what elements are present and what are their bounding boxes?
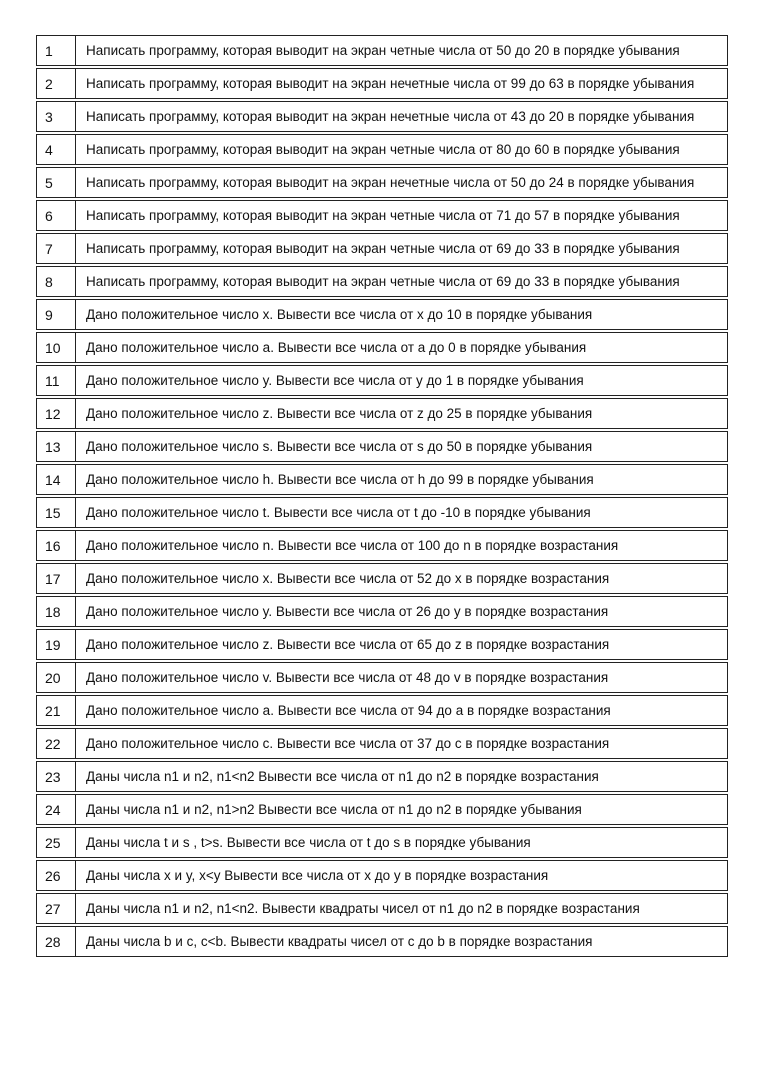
task-text: Дано положительное число x. Вывести все числа от 52 до x в порядке возрастания [86,571,610,586]
task-number: 24 [37,795,76,824]
task-text: Дано положительное число s. Вывести все числа от s до 50 в порядке убывания [86,439,593,454]
task-text: Написать программу, которая выводит на экран четные числа от 69 до 33 в порядке убывания [86,241,680,256]
task-number: 7 [37,234,76,263]
task-text: Написать программу, которая выводит на экран нечетные числа от 43 до 20 в порядке убывания [86,109,695,124]
table-row [36,794,728,825]
task-number: 21 [37,696,76,725]
task-text: Даны числа n1 и n2, n1<n2 Вывести все числа от n1 до n2 в порядке возрастания [86,769,599,784]
task-text: Написать программу, которая выводит на экран четные числа от 50 до 20 в порядке убывания [86,43,680,58]
task-number: 19 [37,630,76,659]
task-number: 9 [37,300,76,329]
table-row [36,695,728,726]
task-text: Дано положительное число a. Вывести все числа от 94 до a в порядке возрастания [86,703,611,718]
task-number: 28 [37,927,76,956]
task-number: 15 [37,498,76,527]
task-number: 11 [37,366,76,395]
task-text: Дано положительное число v. Вывести все числа от 48 до v в порядке возрастания [86,670,609,685]
task-number: 3 [37,102,76,131]
task-text: Дано положительное число y. Вывести все числа от 26 до y в порядке возрастания [86,604,609,619]
task-text: Написать программу, которая выводит на экран четные числа от 71 до 57 в порядке убывания [86,208,680,223]
task-text: Дано положительное число x. Вывести все числа от x до 10 в порядке убывания [86,307,593,322]
task-text: Написать программу, которая выводит на экран нечетные числа от 99 до 63 в порядке убывания [86,76,695,91]
task-text: Дано положительное число z. Вывести все числа от z до 25 в порядке убывания [86,406,593,421]
task-text: Дано положительное число z. Вывести все числа от 65 до z в порядке возрастания [86,637,610,652]
table-row [36,431,728,462]
table-row [36,596,728,627]
task-number: 23 [37,762,76,791]
task-text: Написать программу, которая выводит на экран четные числа от 69 до 33 в порядке убывания [86,274,680,289]
task-number: 6 [37,201,76,230]
table-row [36,563,728,594]
task-text: Даны числа t и s , t>s. Вывести все числа от t до s в порядке убывания [86,835,531,850]
task-text: Дано положительное число a. Вывести все числа от a до 0 в порядке убывания [86,340,587,355]
table-row [36,464,728,495]
task-number: 8 [37,267,76,296]
task-number: 26 [37,861,76,890]
task-text: Дано положительное число c. Вывести все числа от 37 до c в порядке возрастания [86,736,610,751]
task-number: 5 [37,168,76,197]
task-number: 20 [37,663,76,692]
table-row [36,134,728,165]
table-row [36,629,728,660]
task-text: Даны числа n1 и n2, n1>n2 Вывести все числа от n1 до n2 в порядке убывания [86,802,582,817]
task-number: 16 [37,531,76,560]
table-row [36,530,728,561]
table-row [36,266,728,297]
task-text: Дано положительное число y. Вывести все числа от y до 1 в порядке убывания [86,373,584,388]
task-number: 12 [37,399,76,428]
table-row [36,761,728,792]
table-row [36,35,728,66]
table-row [36,893,728,924]
table-row [36,662,728,693]
task-text: Написать программу, которая выводит на экран нечетные числа от 50 до 24 в порядке убывания [86,175,695,190]
task-text: Дано положительное число t. Вывести все числа от t до -10 в порядке убывания [86,505,591,520]
table-row [36,68,728,99]
task-number: 27 [37,894,76,923]
task-number: 22 [37,729,76,758]
table-row [36,200,728,231]
task-number: 4 [37,135,76,164]
table-row [36,926,728,957]
table-row [36,332,728,363]
task-text: Даны числа n1 и n2, n1<n2. Вывести квадраты чисел от n1 до n2 в порядке возрастания [86,901,640,916]
task-number: 18 [37,597,76,626]
table-row [36,497,728,528]
task-number: 25 [37,828,76,857]
table-row [36,101,728,132]
task-table [36,35,728,959]
task-text: Даны числа x и y, x<y Вывести все числа от x до y в порядке возрастания [86,868,549,883]
table-row [36,827,728,858]
task-number: 2 [37,69,76,98]
table-row [36,299,728,330]
task-number: 17 [37,564,76,593]
task-text: Написать программу, которая выводит на экран четные числа от 80 до 60 в порядке убывания [86,142,680,157]
table-row [36,233,728,264]
table-row [36,167,728,198]
task-text: Дано положительное число h. Вывести все числа от h до 99 в порядке убывания [86,472,594,487]
task-text: Дано положительное число n. Вывести все числа от 100 до n в порядке возрастания [86,538,619,553]
task-text: Даны числа b и c, c<b. Вывести квадраты чисел от c до b в порядке возрастания [86,934,593,949]
table-row [36,365,728,396]
table-row [36,728,728,759]
table-row [36,860,728,891]
task-number: 1 [37,36,76,65]
task-number: 14 [37,465,76,494]
task-number: 10 [37,333,76,362]
table-row [36,398,728,429]
task-number: 13 [37,432,76,461]
